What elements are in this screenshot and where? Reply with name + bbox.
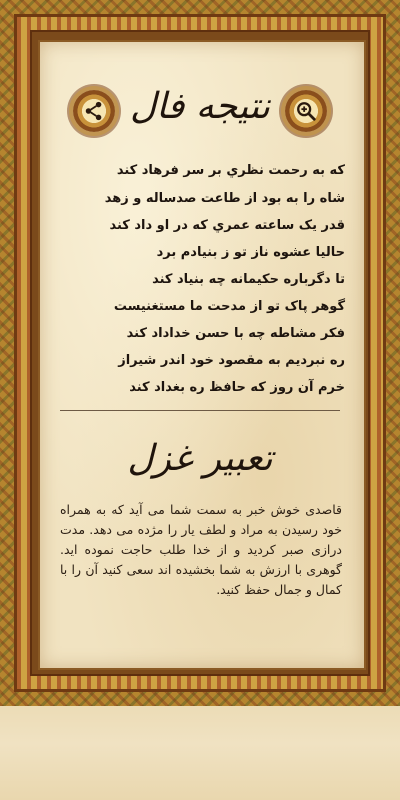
interpretation-title: تعبیر غزل <box>127 438 273 479</box>
poem-line: خرم آن روز كه حافظ ره بغداد كند <box>129 380 345 395</box>
poem-line: قدر يک ساعته عمري كه در او داد كند <box>109 218 345 233</box>
page-title: نتیجه فال <box>129 86 271 127</box>
poem-line: تا دگرباره حكيمانه چه بنياد كند <box>152 272 345 287</box>
poem-line: فكر مشاطه چه با حسن خداداد كند <box>126 326 345 341</box>
share-button[interactable] <box>73 90 115 132</box>
interpretation-text: قاصدی خوش خبر به سمت شما می آید که به همراه خود رسیدن به مراد و لطف یار را مژده می دهد. مدت درازی صبر کردید و از خدا طلب حاجت نموده اید. گوهری با ارزش به شما بخشیده اند سعی کنید آن را با کمال و جمال حفظ کنید. <box>60 502 342 597</box>
poem-line: ره نبرديم به مقصود خود اندر شيراز <box>118 353 345 368</box>
poem-line: شاه را به بود از طاعت صدساله و زهد <box>104 191 345 206</box>
section-divider <box>60 410 340 411</box>
zoom-in-icon <box>295 100 317 122</box>
share-icon <box>83 100 105 122</box>
poem-line: كه به رحمت نظري بر سر فرهاد كند <box>116 163 345 178</box>
zoom-button[interactable] <box>285 90 327 132</box>
poem-line: گوهر پاک تو از مدحت ما مستغنيست <box>113 299 345 314</box>
poem-line: حاليا عشوه ناز تو ز بنيادم برد <box>156 245 345 260</box>
background-parchment <box>0 706 400 800</box>
